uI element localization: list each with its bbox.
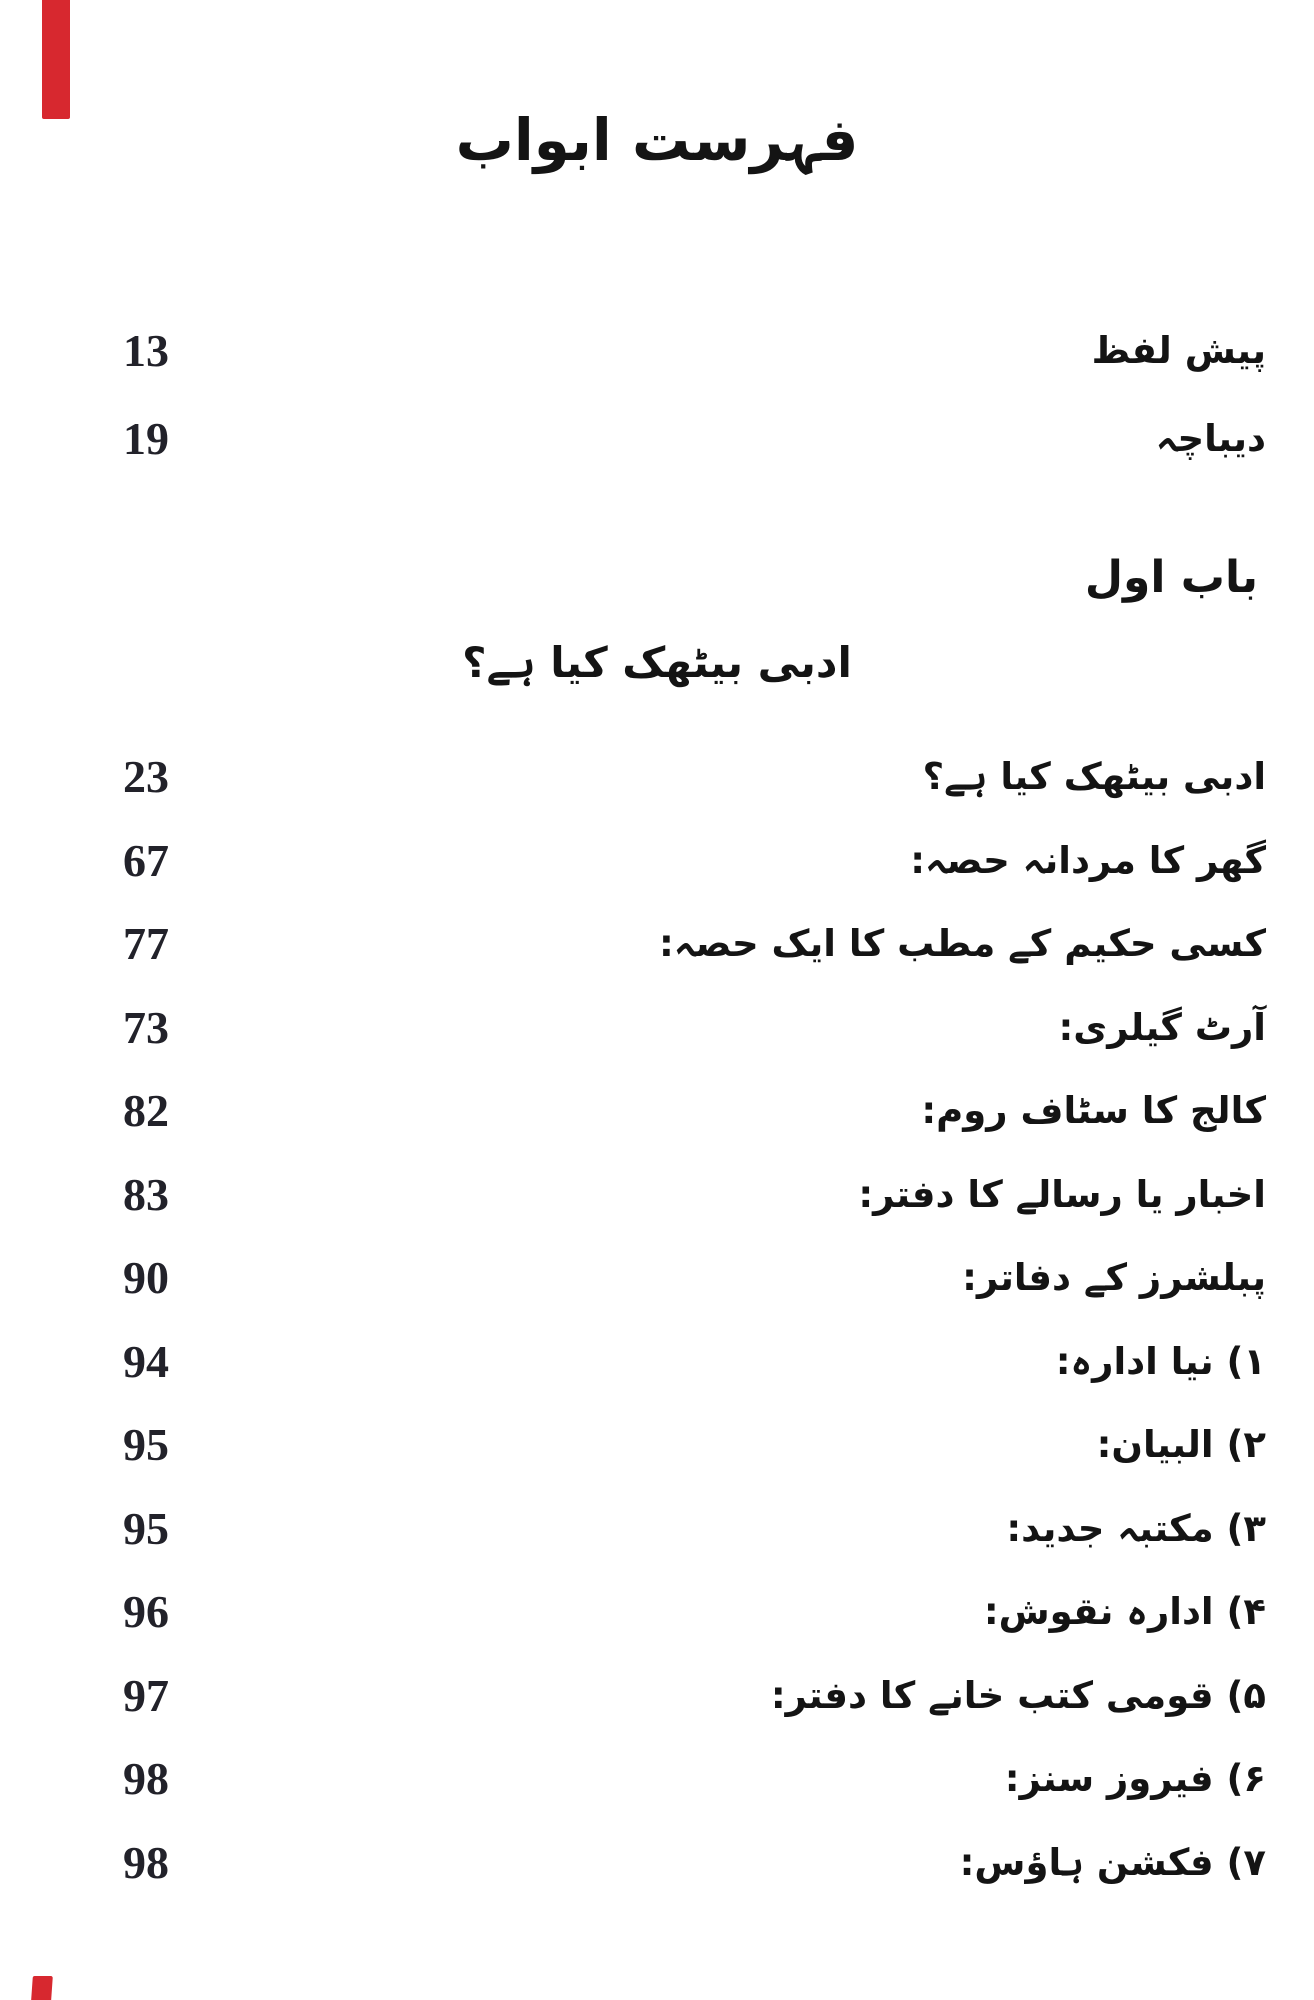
toc-entry-label: ادبی بیٹھک کیا ہے؟ (922, 755, 1266, 798)
toc-row (0, 915, 1314, 973)
toc-row (0, 410, 1314, 468)
toc-row (0, 999, 1314, 1057)
toc-entry-page: 98 (123, 1836, 169, 1888)
toc-entry-page: 95 (123, 1502, 169, 1554)
toc-entry-page: 94 (123, 1335, 169, 1387)
toc-row (0, 748, 1314, 806)
toc-entry-page: 77 (123, 918, 169, 969)
toc-entry-label: ۱) نیا ادارہ: (1055, 1339, 1266, 1383)
toc-row (0, 1583, 1314, 1641)
toc-entry-page: 73 (123, 1001, 169, 1053)
toc-entry-page: 67 (123, 834, 169, 886)
toc-entry-label: کالج کا سٹاف روم: (921, 1089, 1266, 1132)
toc-row (0, 322, 1314, 380)
red-edge-mark-top (42, 0, 70, 119)
toc-row (0, 1166, 1314, 1224)
toc-entry-label: ۵) قومی کتب خانے کا دفتر: (770, 1673, 1266, 1717)
toc-entry-label: گھر کا مردانہ حصہ: (910, 838, 1266, 882)
toc-row (0, 1249, 1314, 1307)
toc-entry-page: 97 (123, 1669, 169, 1721)
toc-entry-page: 83 (123, 1168, 169, 1220)
toc-row (0, 1834, 1314, 1892)
toc-entry-page: 19 (123, 413, 169, 464)
toc-entry-label: اخبار یا رسالے کا دفتر: (858, 1172, 1266, 1216)
toc-entry-page: 98 (123, 1753, 169, 1804)
toc-row (0, 1500, 1314, 1558)
toc-row (0, 1416, 1314, 1474)
red-edge-mark-bottom (31, 1976, 53, 2000)
toc-entry-label: ۴) ادارہ نقوش: (983, 1590, 1266, 1633)
toc-entry-label: کسی حکیم کے مطب کا ایک حصہ: (659, 922, 1266, 965)
toc-entry-label: ۳) مکتبہ جدید: (1006, 1506, 1266, 1550)
toc-entry-page: 82 (123, 1085, 169, 1136)
toc-entry-page: 23 (123, 751, 169, 802)
toc-row (0, 1667, 1314, 1725)
toc-entry-page: 96 (123, 1586, 169, 1637)
toc-entry-label: ۲) البیان: (1096, 1423, 1266, 1466)
toc-entry-label: ۶) فیروز سنز: (1004, 1757, 1266, 1800)
toc-entry-label: دیباچہ (1155, 417, 1266, 460)
toc-entry-label: پبلشرز کے دفاتر: (962, 1256, 1266, 1299)
chapter-heading: باب اول (1084, 552, 1258, 603)
toc-entry-page: 95 (123, 1419, 169, 1470)
toc-entry-label: آرٹ گیلری: (1058, 1005, 1266, 1049)
page-title: فہرست ابواب (455, 106, 859, 174)
toc-entry-label: ۷) فکشن ہاؤس: (959, 1840, 1266, 1884)
toc-row (0, 1333, 1314, 1391)
toc-entry-page: 13 (123, 325, 169, 376)
toc-row (0, 1082, 1314, 1140)
toc-row (0, 1750, 1314, 1808)
toc-entry-label: پیش لفظ (1091, 329, 1266, 372)
toc-entry-page: 90 (123, 1252, 169, 1303)
chapter-subheading: ادبی بیٹھک کیا ہے؟ (462, 638, 852, 687)
toc-row (0, 832, 1314, 890)
